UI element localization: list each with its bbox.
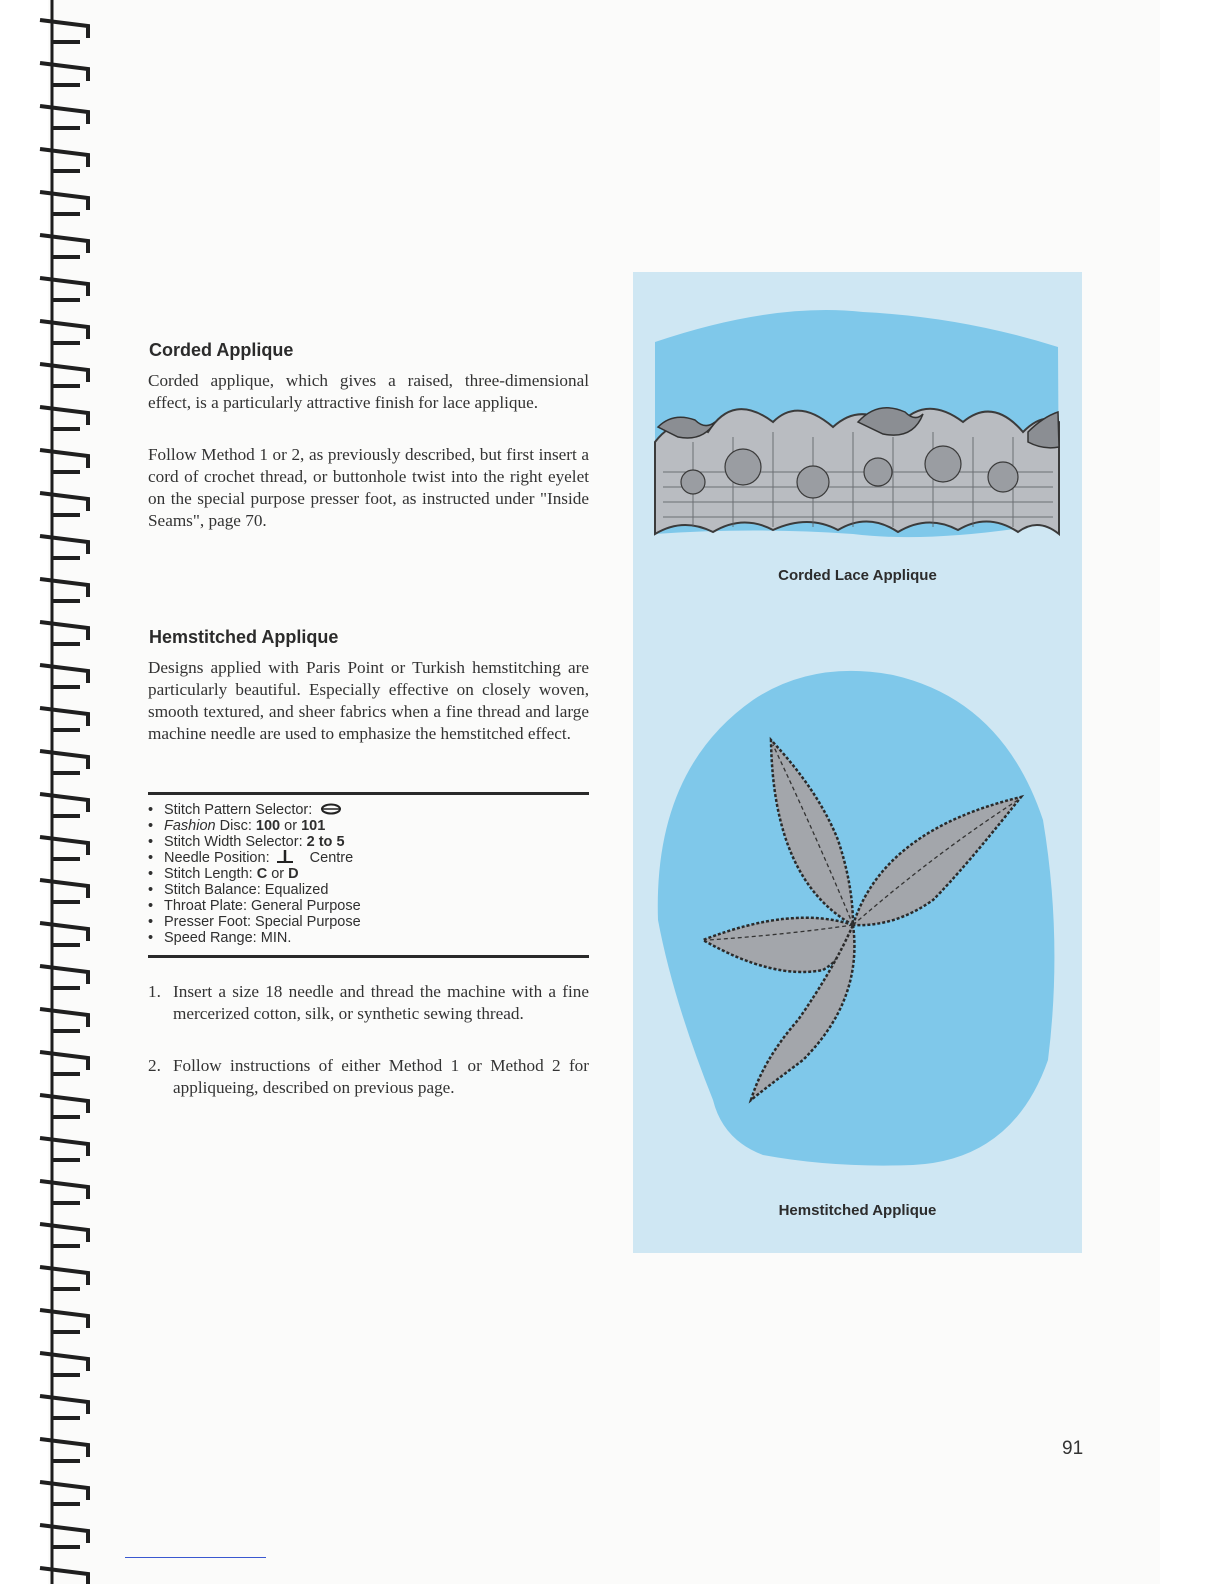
hemstitched-applique-illustration xyxy=(633,640,1082,1200)
hemstitched-applique-paragraph: Designs applied with Paris Point or Turkish hemstitching are particularly beautiful. Especially effective on closely woven, smooth textured, and sheer fabrics when a fine thread and large machine needle are used to emphasize the hemstitched effect. xyxy=(148,658,589,743)
step-2: 2. Follow instructions of either Method 1 or Method 2 for appliqueing, described on previous page. xyxy=(148,1056,589,1097)
step-1: 1. Insert a size 18 needle and thread the machine with a fine mercerized cotton, silk, or synthetic sewing thread. xyxy=(148,982,589,1023)
page-right-margin xyxy=(1160,0,1224,1584)
setting-speed-range: • Speed Range: MIN. xyxy=(148,930,292,946)
settings-top-rule xyxy=(148,792,589,795)
spiral-binding xyxy=(0,0,100,1584)
settings-bottom-rule xyxy=(148,955,589,958)
page-number: 91 xyxy=(1062,1438,1084,1459)
bottom-link-underline xyxy=(125,1557,266,1558)
hemstitched-applique-heading: Hemstitched Applique xyxy=(149,627,339,647)
setting-stitch-width: • Stitch Width Selector: 2 to 5 xyxy=(148,834,345,850)
setting-needle-position: • Needle Position: Centre xyxy=(148,850,354,866)
needle-centre-icon xyxy=(276,850,294,864)
setting-presser-foot: • Presser Foot: Special Purpose xyxy=(148,914,361,930)
corded-applique-paragraph-1: Corded applique, which gives a raised, three-dimensional effect, is a particularly attractive finish for lace applique. xyxy=(148,371,589,412)
setting-stitch-length: • Stitch Length: C or D xyxy=(148,866,299,882)
setting-fashion-disc: • Fashion Disc: 100 or 101 xyxy=(148,818,326,834)
setting-stitch-pattern: • Stitch Pattern Selector: xyxy=(148,802,589,818)
machine-settings-list xyxy=(148,802,589,946)
corded-applique-paragraph-2: Follow Method 1 or 2, as previously described, but first insert a cord of crochet thread, or buttonhole twist into the right eyelet on the special purpose presser foot, as instructed under "Inside Seams", page 70. xyxy=(148,445,589,530)
setting-throat-plate: • Throat Plate: General Purpose xyxy=(148,898,361,914)
hemstitched-applique-caption: Hemstitched Applique xyxy=(778,1202,937,1219)
corded-applique-heading: Corded Applique xyxy=(149,340,294,360)
stitch-pattern-symbol-icon xyxy=(320,803,342,815)
setting-stitch-balance: • Stitch Balance: Equalized xyxy=(148,882,329,898)
corded-lace-illustration xyxy=(633,272,1082,572)
corded-lace-caption: Corded Lace Applique xyxy=(778,567,937,584)
